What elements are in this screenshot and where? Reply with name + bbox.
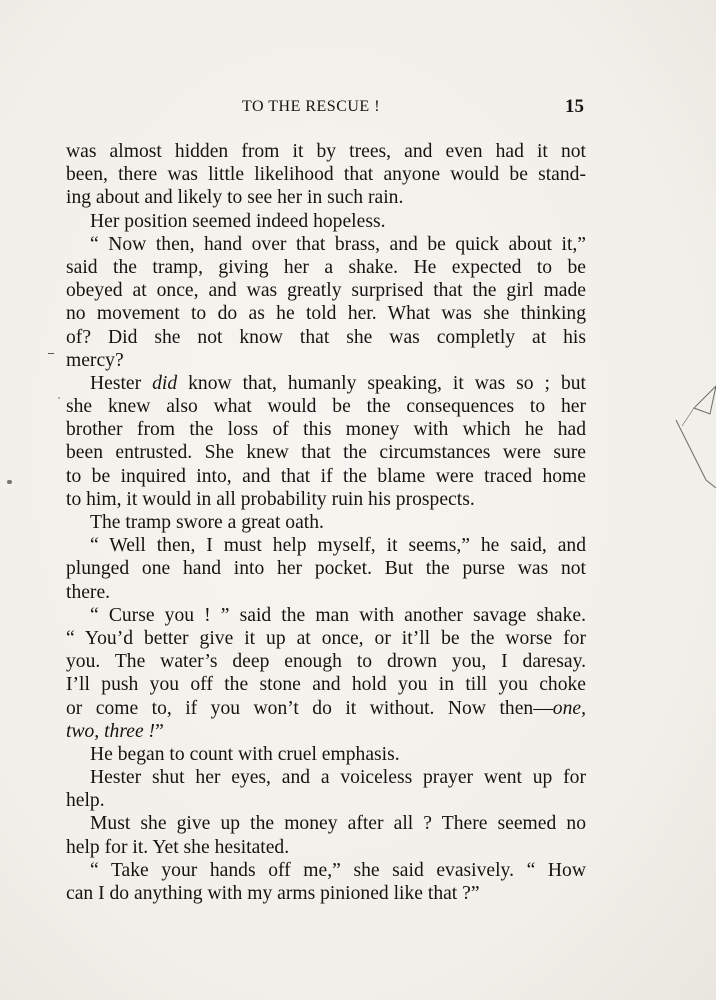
- text-line: The tramp swore a great oath.: [90, 512, 324, 533]
- text-line: [66, 697, 586, 720]
- text-segment: know that, humanly speaking, it was so ; but: [177, 372, 586, 394]
- text-line: Her position seemed indeed hopeless.: [90, 210, 386, 232]
- italic-text: two, three !: [66, 720, 156, 742]
- page-edge-fold: [672, 380, 716, 500]
- ink-speck: [7, 480, 12, 484]
- page-header: [66, 98, 586, 122]
- text-line: He began to count with cruel emphasis.: [90, 743, 400, 765]
- text-segment: or come to, if you won’t do it without. Now then—: [66, 697, 553, 719]
- page-number: 15: [565, 96, 584, 117]
- text-line: [66, 720, 586, 743]
- text-line: no movement to do as he told her. What was she thinking: [66, 303, 586, 325]
- italic-text: did: [152, 372, 178, 394]
- text-line: “ You’d better give it up at once, or it’ll be the worse for: [66, 627, 586, 649]
- text-line: Hester shut her eyes, and a voiceless prayer went up for: [90, 767, 586, 789]
- text-line: help for it. Yet she hesitated.: [66, 836, 290, 858]
- text-line: obeyed at once, and was greatly surprised that the girl made: [66, 280, 586, 302]
- margin-dash-mark: [48, 353, 54, 354]
- text-line: “ Well then, I must help myself, it seems,” he said, and: [90, 535, 586, 557]
- text-line: there.: [66, 581, 111, 603]
- text-line: of? Did she not know that she was completly at his: [66, 326, 586, 348]
- text-line: mercy?: [66, 349, 124, 371]
- text-line: help.: [66, 790, 105, 812]
- text-segment: ”: [155, 720, 164, 742]
- text-line: she knew also what would be the consequences to her: [66, 396, 586, 418]
- text-line: can I do anything with my arms pinioned like that ?”: [66, 883, 480, 904]
- text-line: [66, 372, 586, 395]
- running-head: TO THE RESCUE !: [242, 98, 381, 115]
- text-line: I’ll push you off the stone and hold you in till you choke: [66, 674, 586, 696]
- text-line: ing about and likely to see her in such rain.: [66, 187, 404, 209]
- text-line: “ Take your hands off me,” she said evasively. “ How: [90, 859, 586, 881]
- text-line: Must she give up the money after all ? There seemed no: [90, 813, 586, 835]
- text-line: “ Curse you ! ” said the man with another savage shake.: [90, 604, 586, 626]
- text-line: said the tramp, giving her a shake. He expected to be: [66, 256, 586, 278]
- text-line: been, there was little likelihood that anyone would be stand-: [66, 164, 586, 186]
- text-line: you. The water’s deep enough to drown you, I daresay.: [66, 651, 586, 673]
- text-line: brother from the loss of this money with which he had: [66, 419, 586, 441]
- text-line: plunged one hand into her pocket. But the purse was not: [66, 558, 586, 580]
- margin-dot-mark: [58, 397, 60, 399]
- text-line: “ Now then, hand over that brass, and be quick about it,”: [90, 233, 586, 255]
- body-text: [66, 140, 586, 905]
- text-line: to be inquired into, and that if the blame were traced home: [66, 465, 586, 487]
- text-line: was almost hidden from it by trees, and even had it not: [66, 141, 586, 162]
- text-line: been entrusted. She knew that the circumstances were sure: [66, 442, 586, 464]
- italic-text: one,: [552, 697, 586, 719]
- text-line: to him, it would in all probability ruin his prospects.: [66, 488, 475, 510]
- text-segment: Hester: [90, 372, 153, 394]
